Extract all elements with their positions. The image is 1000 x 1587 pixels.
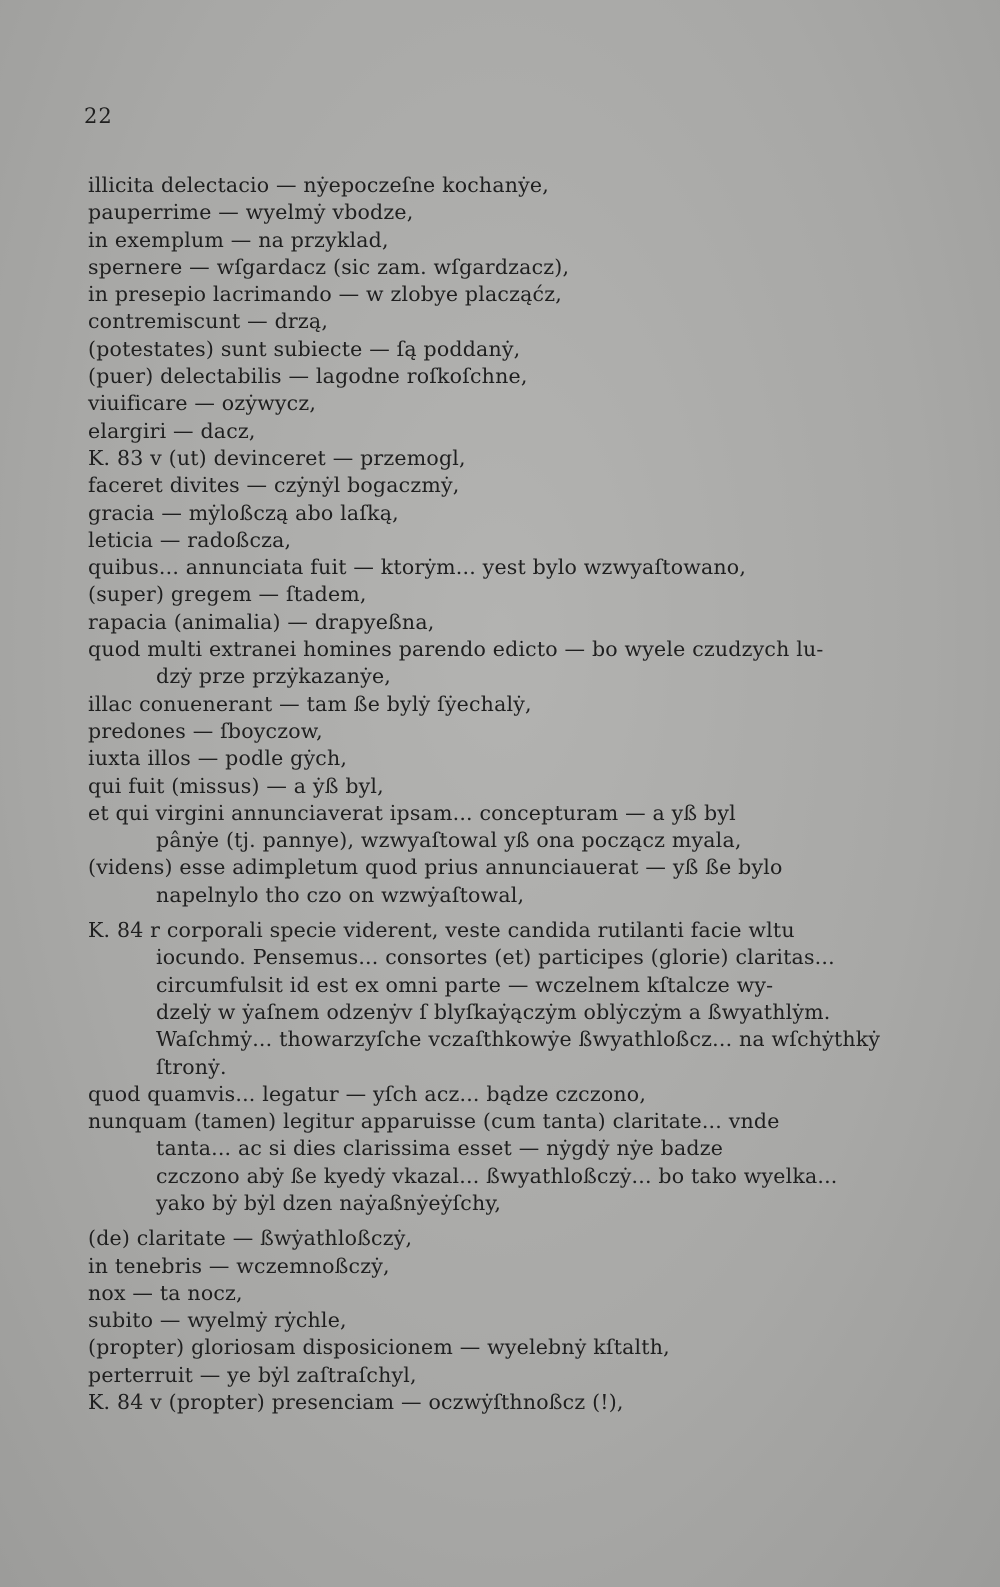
text-line: viuificare — ozẏwycz, xyxy=(88,391,317,416)
text-line: (potestates) sunt subiecte — ſą poddanẏ, xyxy=(88,336,521,361)
text-line: leticia — radoßcza, xyxy=(88,527,292,552)
text-line: perterruit — ye bẏl zaſtraſchyl, xyxy=(88,1362,417,1387)
text-line: (videns) esse adimpletum quod prius annunciauerat — yß ße bylo xyxy=(88,855,783,880)
text-line: elargiri — dacz, xyxy=(88,418,256,443)
text-line: napelnylo tho czo on wzwẏaſtowal, xyxy=(156,882,525,907)
text-line: (propter) gloriosam disposicionem — wyelebnẏ kſtalth, xyxy=(88,1335,670,1360)
text-line: contremiscunt — drzą, xyxy=(88,309,329,334)
text-line: qui fuit (missus) — a ẏß byl, xyxy=(88,773,384,798)
text-line: (de) claritate — ßwẏathloßczẏ, xyxy=(88,1226,413,1251)
text-line: et qui virgini annunciaverat ipsam... concepturam — a yß byl xyxy=(88,800,736,825)
text-line: iuxta illos — podle gẏch, xyxy=(88,746,348,771)
text-line: K. 83 v (ut) devinceret — przemogl, xyxy=(88,445,466,470)
text-line: pânẏe (tj. pannye), wzwyaſtowal yß ona począcz myala, xyxy=(156,828,742,853)
text-line: yako bẏ bẏl dzen naẏaßnẏeẏſchy, xyxy=(156,1190,502,1215)
glossary-text xyxy=(88,172,908,1416)
text-line: (super) gregem — ſtadem, xyxy=(88,582,367,607)
text-line: ſtronẏ. xyxy=(156,1054,227,1079)
text-line: czczono abẏ ße kyedẏ vkazal... ßwyathloßczẏ... bo tako wyelka... xyxy=(156,1163,838,1188)
text-line: nunquam (tamen) legitur apparuisse (cum tanta) claritate... vnde xyxy=(88,1109,780,1134)
text-line: rapacia (animalia) — drapyeßna, xyxy=(88,609,435,634)
page-number: 22 xyxy=(84,104,113,128)
text-line: illac conuenerant — tam ße bylẏ ſẏechalẏ, xyxy=(88,691,532,716)
text-line: predones — ſboyczow, xyxy=(88,718,323,743)
text-line: K. 84 r corporali specie viderent, veste candida rutilanti facie wltu xyxy=(88,918,795,943)
text-line: subito — wyelmẏ rẏchle, xyxy=(88,1308,347,1333)
text-line: faceret divites — czẏnẏl bogaczmẏ, xyxy=(88,473,460,498)
text-line: (puer) delectabilis — lagodne roſkoſchne, xyxy=(88,364,528,389)
text-line: nox — ta nocz, xyxy=(88,1280,243,1305)
text-line: pauperrime — wyelmẏ vbodze, xyxy=(88,200,414,225)
text-line: iocundo. Pensemus... consortes (et) participes (glorie) claritas... xyxy=(156,945,835,970)
text-line: in tenebris — wczemnoßczẏ, xyxy=(88,1253,390,1278)
text-line: tanta... ac si dies clarissima esset — nẏgdẏ nẏe badze xyxy=(156,1136,724,1161)
text-line: quod multi extranei homines parendo edicto — bo wyele czudzych lu- xyxy=(88,637,824,662)
text-line: dzelẏ w ẏaſnem odzenẏv ſ blyſkaẏączẏm oblẏczẏm a ßwyathlẏm. xyxy=(156,999,831,1024)
text-line: gracia — mẏloßczą abo laſką, xyxy=(88,500,399,525)
text-line: in exemplum — na przyklad, xyxy=(88,227,389,252)
text-line: dzẏ prze przẏkazanẏe, xyxy=(156,664,391,689)
text-line: quod quamvis... legatur — yſch acz... bądze czczono, xyxy=(88,1081,647,1106)
text-line: in presepio lacrimando — w zlobye placząćz, xyxy=(88,282,562,307)
text-line: Waſchmẏ... thowarzyſche vczaſthkowẏe ßwyathloßcz... na wſchẏthkẏ xyxy=(156,1027,881,1052)
text-line: illicita delectacio — nẏepoczeſne kochanẏe, xyxy=(88,173,549,197)
text-line: circumfulsit id est ex omni parte — wczelnem kſtalcze wy- xyxy=(156,972,774,997)
text-line: quibus... annunciata fuit — ktorẏm... yest bylo wzwyaſtowano, xyxy=(88,555,747,580)
text-line: spernere — wſgardacz (sic zam. wſgardzacz), xyxy=(88,254,570,279)
text-line: K. 84 v (propter) presenciam — oczwẏſthnoßcz (!), xyxy=(88,1390,624,1415)
